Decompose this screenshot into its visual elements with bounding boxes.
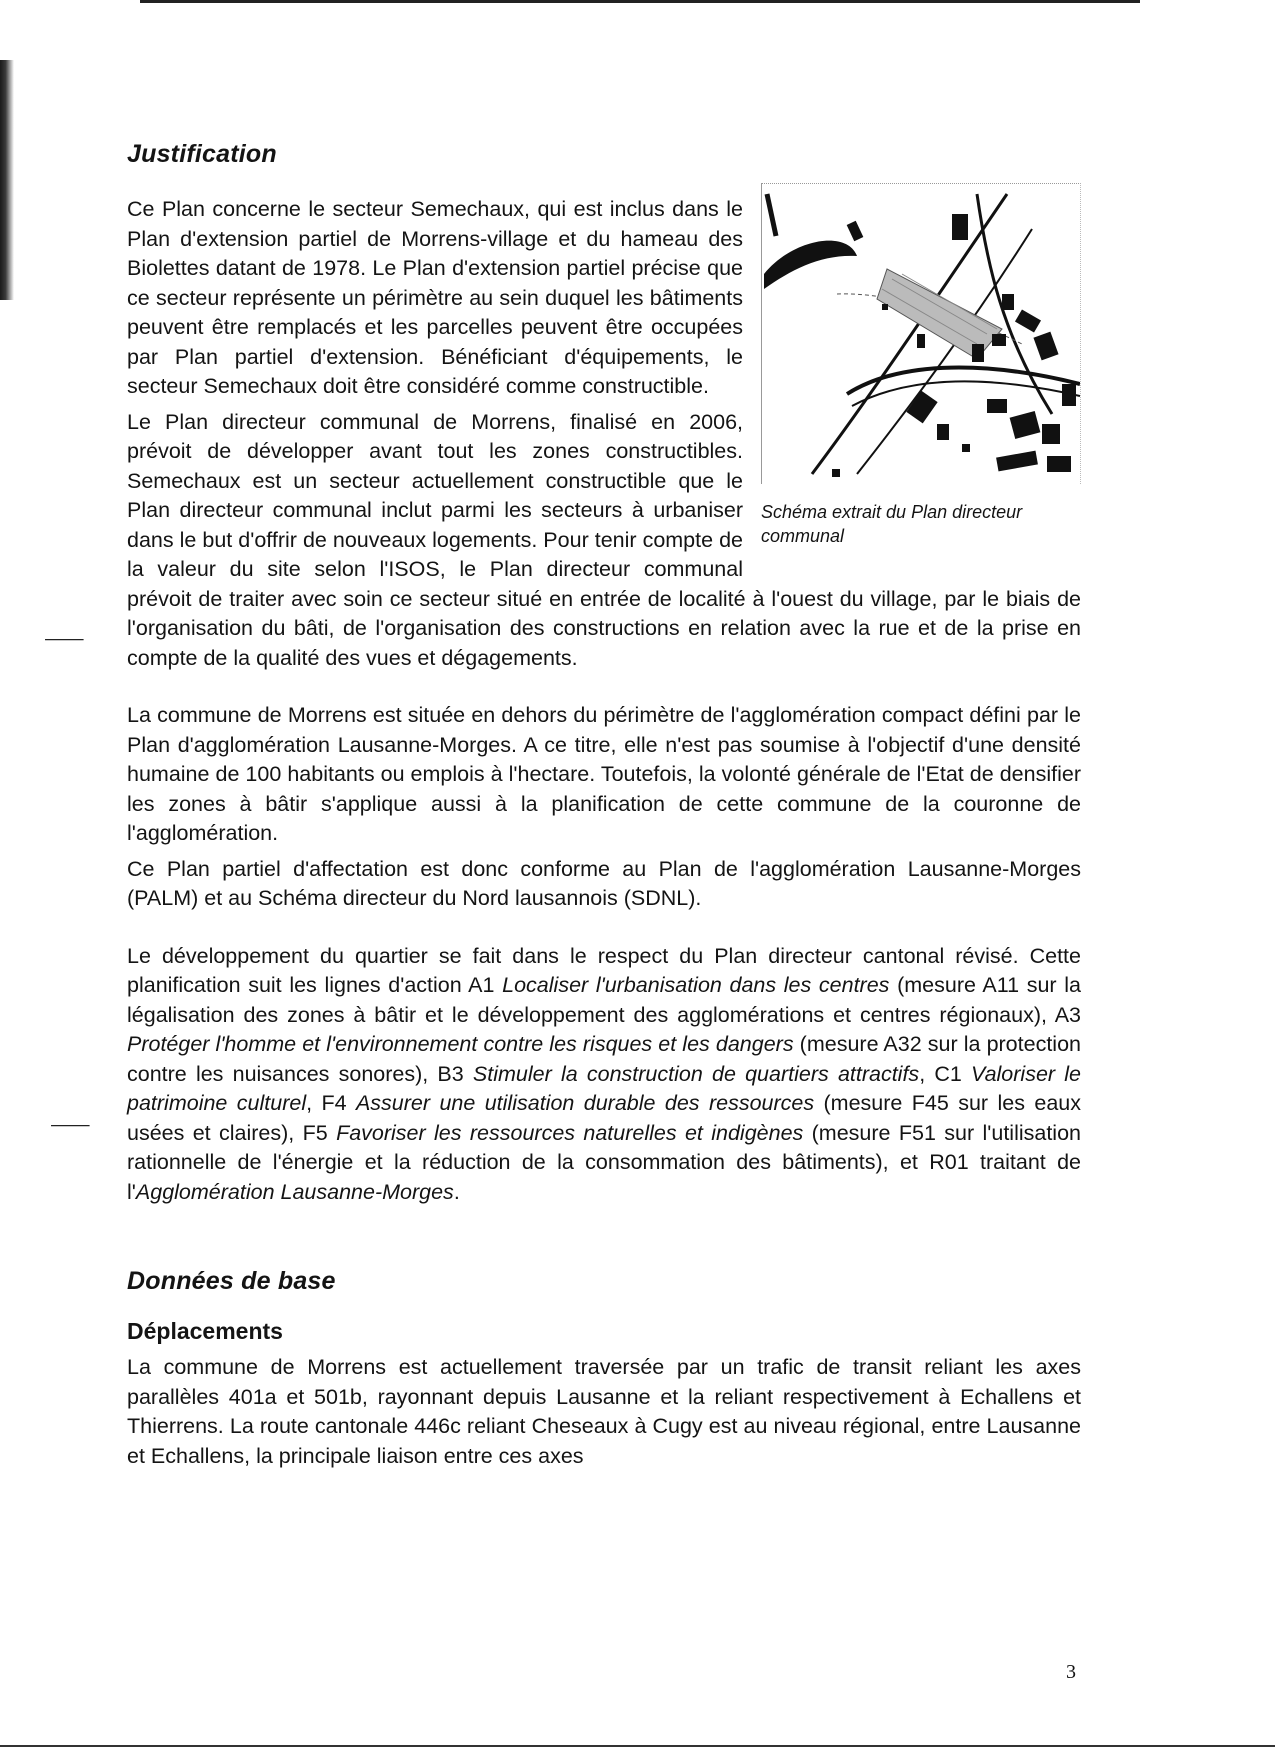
action-line-title: Assurer une utilisation durable des ressources <box>355 1091 815 1115</box>
action-line-title: Stimuler la construction de quartiers attractifs <box>472 1061 920 1086</box>
paragraph: Le Plan directeur communal de Morrens, finalisé en 2006, prévoit de développer avant tout les zones constructibles. Semechaux est un secteur actuellement constructible que le Plan directeur communal inclut parmi les secteurs à urbaniser dans le but d'offrir de nouveaux logements. Pour tenir compte de la valeur du site selon l'ISOS, le Plan directeur communal prévoit de traiter avec soin ce secteur situé en entrée de localité à l'ouest du village, par le biais de l'organisation du bâti, de l'organisation des constructions en relation avec la rue et de la prise en compte de la qualité des vues et dégagements. <box>127 409 1081 670</box>
sub-heading-deplacements: Déplacements <box>127 1318 283 1344</box>
spacer <box>127 673 1081 701</box>
text-run: . <box>453 1179 460 1204</box>
site-plan-map <box>762 184 1080 484</box>
spacer <box>127 1345 1081 1353</box>
punch-hole-mark: ⸺ <box>44 625 85 652</box>
scan-edge <box>0 1745 1275 1747</box>
scan-edge <box>140 0 1140 3</box>
section-heading-donnees-de-base: Données de base <box>127 1267 336 1295</box>
text-run: , C1 <box>919 1061 972 1086</box>
document-page <box>127 140 1081 1471</box>
text-run: Le développement du quartier se fait dans le respect du Plan directeur cantonal révisé. Cette planification suit les lignes d'action A1 <box>127 943 1081 997</box>
figure-schema <box>761 183 1081 548</box>
action-line-title: Valoriser le patrimoine culturel <box>127 1061 1081 1115</box>
paragraph: La commune de Morrens est actuellement traversée par un trafic de transit reliant les axes parallèles 401a et 501b, rayonnant depuis Lausanne et la reliant respectivement à Echallens et Thierrens. La route cantonale 446c reliant Cheseaux à Cugy est au niveau régional, entre Lausanne et Echallens, la principale liaison entre ces axes <box>127 1355 1081 1468</box>
spacer <box>127 1207 1081 1267</box>
paragraph: La commune de Morrens est située en dehors du périmètre de l'agglomération compact défini par le Plan d'agglomération Lausanne-Morges. A ce titre, elle n'est pas soumise à l'objectif d'une densité humaine de 100 habitants ou emplois à l'hectare. Toutefois, la volonté générale de l'Etat de densifier les zones à bâtir s'applique aussi à la planification de cette commune de la couronne de l'agglomération. <box>127 703 1081 845</box>
action-line-title: Localiser l'urbanisation dans les centres <box>502 973 890 997</box>
site-plan-image <box>761 183 1081 484</box>
paragraph: Ce Plan concerne le secteur Semechaux, qui est inclus dans le Plan d'extension partiel de Morrens-village et du hameau des Biolettes datant de 1978. Le Plan d'extension partiel précise que ce secteur représente un périmètre au sein duquel les bâtiments peuvent être remplacés et les parcelles peuvent être occupées par Plan partiel d'extension. Bénéficiant d'équipements, le secteur Semechaux doit être considéré comme constructible. <box>127 197 743 398</box>
scan-edge <box>0 60 14 300</box>
text-run: (mesure A11 sur la légalisation des zones à bâtir et le développement des agglomérations et centres régionaux), A3 <box>127 973 1081 1027</box>
text-run: (mesure F45 sur les eaux usées et claires), F5 <box>127 1091 1081 1145</box>
action-line-title: Favoriser les ressources naturelles et indigènes <box>336 1120 804 1145</box>
paragraph-plan-directeur-cantonal <box>127 942 1081 1208</box>
text-run: (mesure A32 sur la protection contre les nuisances sonores), B3 <box>127 1032 1081 1086</box>
action-line-title: Protéger l'homme et l'environnement contre les risques et les dangers <box>127 1032 794 1056</box>
section-heading-justification: Justification <box>127 140 277 168</box>
text-run: , F4 <box>306 1091 356 1115</box>
figure-caption: Schéma extrait du Plan directeur communal <box>761 502 1023 546</box>
paragraph: Ce Plan partiel d'affectation est donc conforme au Plan de l'agglomération Lausanne-Morges (PALM) et au Schéma directeur du Nord lausannois (SDNL). <box>127 856 1081 910</box>
spacer <box>127 914 1081 942</box>
spacer <box>127 1296 1081 1318</box>
action-line-title: Agglomération Lausanne-Morges <box>135 1179 454 1204</box>
text-run: (mesure F51 sur l'utilisation rationnelle de l'énergie et la réduction de la consommation des bâtiments), et R01 traitant de l' <box>127 1120 1081 1204</box>
punch-hole-mark: ⸺ <box>50 1111 91 1138</box>
page-number: 3 <box>1066 1661 1076 1683</box>
